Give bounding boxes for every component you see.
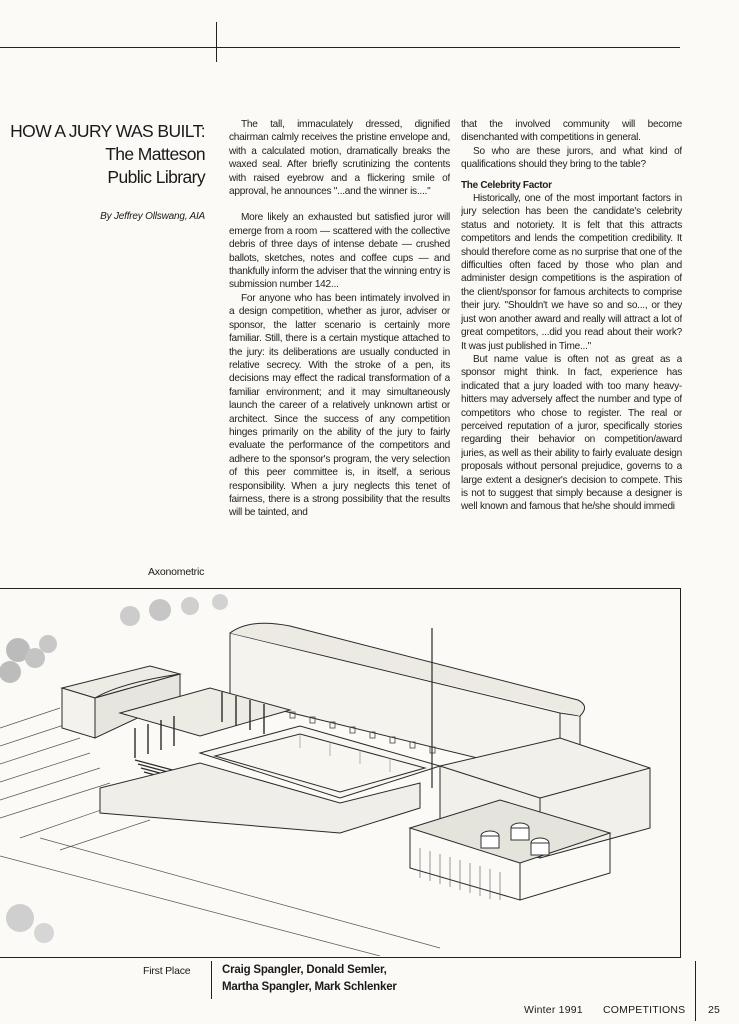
top-horizontal-rule [0, 47, 680, 48]
paragraph: Historically, one of the most important factors in jury selection has been the candidate's celebrity status and notoriety. It is felt that this attracts competitors and lends the competition credibility. It should therefore come as no surprise that one of the difficulties often faced by those who plan and administer design competitions is the aspiration of the client/sponsor for famous architects to comprise their jury. "Shouldn't we have so and so..., or they just won another award and really will attract a lot of great competitors, ...did you read about their work? It was just published in Time..." [461, 193, 682, 352]
credits-line-1: Craig Spangler, Donald Semler, [222, 964, 387, 976]
footer-page-number: 25 [708, 1004, 721, 1016]
body-column-1 [229, 118, 450, 584]
footer-divider [695, 961, 696, 1021]
credits-line-2: Martha Spangler, Mark Schlenker [222, 981, 397, 993]
footer-issue: Winter 1991 [524, 1004, 583, 1016]
body-column-2 [461, 118, 682, 584]
paragraph: So who are these jurors, and what kind of qualifications should they bring to the table? [461, 145, 682, 171]
section-heading: The Celebrity Factor [461, 179, 552, 191]
footer-magazine: COMPETITIONS [603, 1004, 686, 1016]
title-line-2: The Matteson [105, 144, 205, 164]
paragraph: For anyone who has been intimately involved in a design competition, whether as juror, adviser or sponsor, the latter scenario is certainly more familiar. Still, there is a certain mystique attached to the jury: its deliberations are usually conducted in relative secrecy. With the stroke of a pen, its decisions may effect the radical transformation of a familiar environment; and it may simultaneously launch the career of a relatively unknown artist or architect. Since the success of any competition hinges primarily on the ability of the jury to fairly evaluate the performance of the competitors and adhere to the sponsor's program, the very selection of this peer committee is, in itself, a serious responsibility. When a jury neglects this tenet of fairness, there is a strong possibility that the results will be tainted, and [229, 292, 450, 519]
article-title [5, 120, 205, 189]
axonometric-drawing [0, 588, 739, 956]
axonometric-caption: Axonometric [148, 566, 205, 578]
paragraph: But name value is often not as great as a sponsor might think. In fact, experience has indicated that a jury loaded with too many heavy-hitters may adversely affect the number and type of competitors who chose to register. The real or perceived reputation of a juror, specifically stories regarding their behavior on competition/award juries, as well as their ability to fairly evaluate design proposals without personal prejudice, governs to a large extent a designer's decision to compete. This is not to suggest that simply because a designer is well known and famous that he/she should immedi [461, 353, 682, 513]
credits-divider [211, 961, 212, 999]
byline: By Jeffrey Ollswang, AIA [100, 211, 205, 222]
title-line-3: Public Library [107, 167, 205, 187]
top-vertical-rule [216, 22, 217, 62]
paragraph: that the involved community will become disenchanted with competitions in general. [461, 119, 682, 144]
paragraph: More likely an exhausted but satisfied juror will emerge from a room — scattered with the collective debris of three days of intense debate — crushed ballots, sketches, notes and coffee cups — and thankfully inform the adviser that the winning entry is submission number 142... [229, 212, 450, 291]
title-line-1: HOW A JURY WAS BUILT: [10, 121, 205, 141]
paragraph: The tall, immaculately dressed, dignified chairman calmly receives the pristine envelope and, with a calculated motion, dramatically breaks the waxed seal. After briefly scrutinizing the contents with raised eyebrow and a flickering smile of approval, he announces "...and the winner is...." [229, 119, 450, 198]
drawing-bottom-rule [0, 957, 681, 958]
winner-credits [222, 962, 397, 996]
first-place-caption: First Place [143, 965, 191, 977]
